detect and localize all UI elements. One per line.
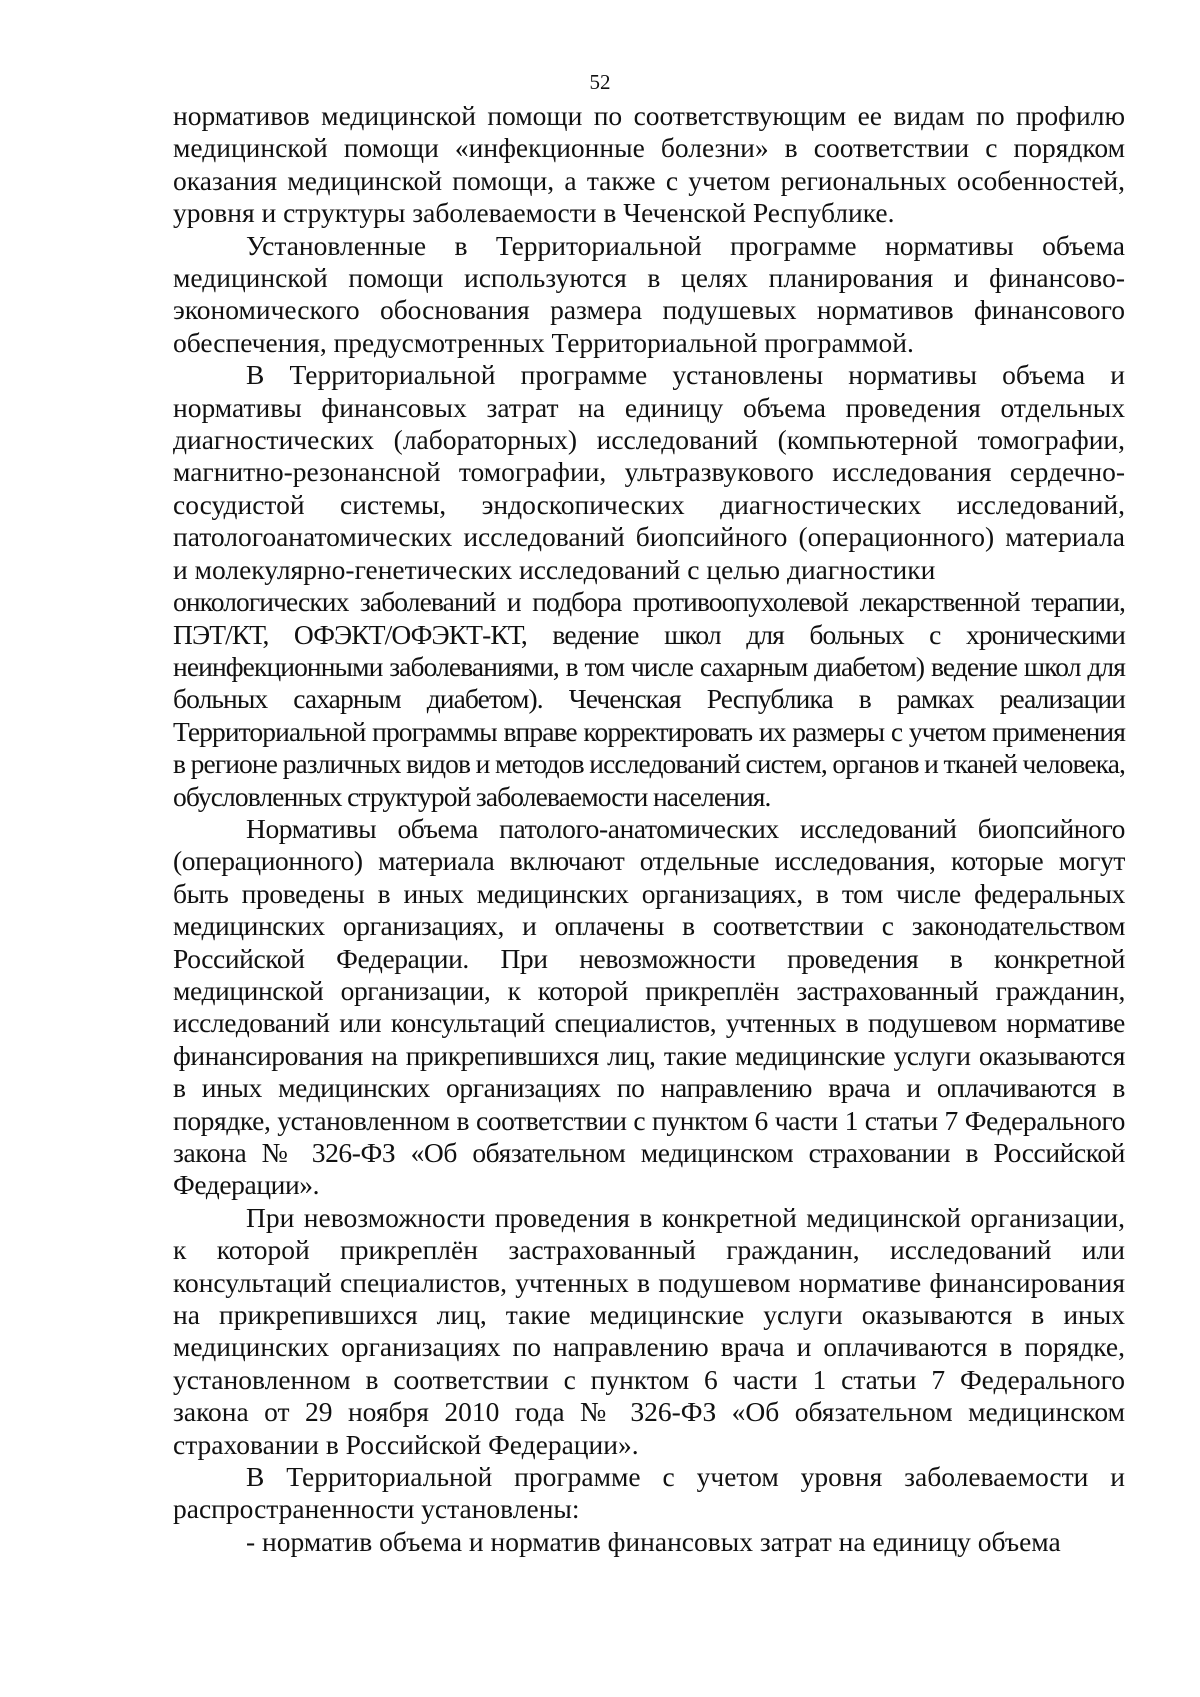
paragraph-impossibility: При невозможности проведения в конкретной медицинской организации, к которой прикреплён застрахованный гражданин, исследований или консультаций специалистов, учтенных в подушевом нормативе финансирования на прикрепившихся лиц, такие медицинские услуги оказываются в иных медицинских организациях по направлению врача и оплачиваются в порядке, установленном в соответствии с пунктом 6 части 1 статьи 7 Федерального закона от 29 ноября 2010 года № 326-ФЗ «Об обязательном медицинском страховании в Российской Федерации». bbox=[173, 1201, 1125, 1460]
paragraph-continuation: нормативов медицинской помощи по соответствующим ее видам по профилю медицинской помощи «инфекционные болезни» в соответствии с порядком оказания медицинской помощи, а также с учетом региональных особенностей, уровня и структуры заболеваемости в Чеченской Республике. bbox=[173, 100, 1125, 229]
paragraph-pathology-normatives: Нормативы объема патолого-анатомических исследований биопсийного (операционного) материала включают отдельные исследования, которые могут быть проведены в иных медицинских организациях, в том числе федеральных медицинских организациях, и оплачены в соответствии с законодательством Российской Федерации. При невозможности проведения в конкретной медицинской организации, к которой прикреплён застрахованный гражданин, исследований или консультаций специалистов, учтенных в подушевом нормативе финансирования на прикрепившихся лиц, такие медицинские услуги оказываются в иных медицинских организациях по направлению врача и оплачиваются в порядке, установленном в соответствии с пунктом 6 части 1 статьи 7 Федерального закона № 326-ФЗ «Об обязательном медицинском страховании в Российской Федерации». bbox=[173, 812, 1125, 1201]
document-body bbox=[173, 100, 1125, 1558]
paragraph-normatives-usage: Установленные в Территориальной программе нормативы объема медицинской помощи используются в целях планирования и финансово-экономического обоснования размера подушевых нормативов финансового обеспечения, предусмотренных Территориальной программой. bbox=[173, 229, 1125, 358]
page-number: 52 bbox=[589, 70, 611, 94]
paragraph-diagnostic-normatives: В Территориальной программе установлены нормативы объема и нормативы финансовых затрат на единицу объема проведения отдельных диагностических (лабораторных) исследований (компьютерной томографии, магнитно-резонансной томографии, ультразвукового исследования сердечно-сосудистой системы, эндоскопических диагностических исследований, патологоанатомических исследований биопсийного (операционного) материала и молекулярно-генетических исследований с целью диагностики bbox=[173, 359, 1125, 585]
paragraph-established: В Территориальной программе с учетом уровня заболеваемости и распространенности установлены: bbox=[173, 1461, 1125, 1525]
list-item-normative: - норматив объема и норматив финансовых затрат на единицу объема bbox=[246, 1525, 1061, 1557]
paragraph-diagnostic-normatives-cont: онкологических заболеваний и подбора противоопухолевой лекарственной терапии, ПЭТ/КТ, ОФЭКТ/ОФЭКТ-КТ, ведение школ для больных с хроническими неинфекционными заболеваниями, в том числе сахарным диабетом) ведение школ для больных сахарным диабетом). Чеченская Республика в рамках реализации Территориальной программы вправе корректировать их размеры с учетом применения в регионе различных видов и методов исследований систем, органов и тканей человека, обусловленных структурой заболеваемости населения. bbox=[173, 586, 1125, 812]
